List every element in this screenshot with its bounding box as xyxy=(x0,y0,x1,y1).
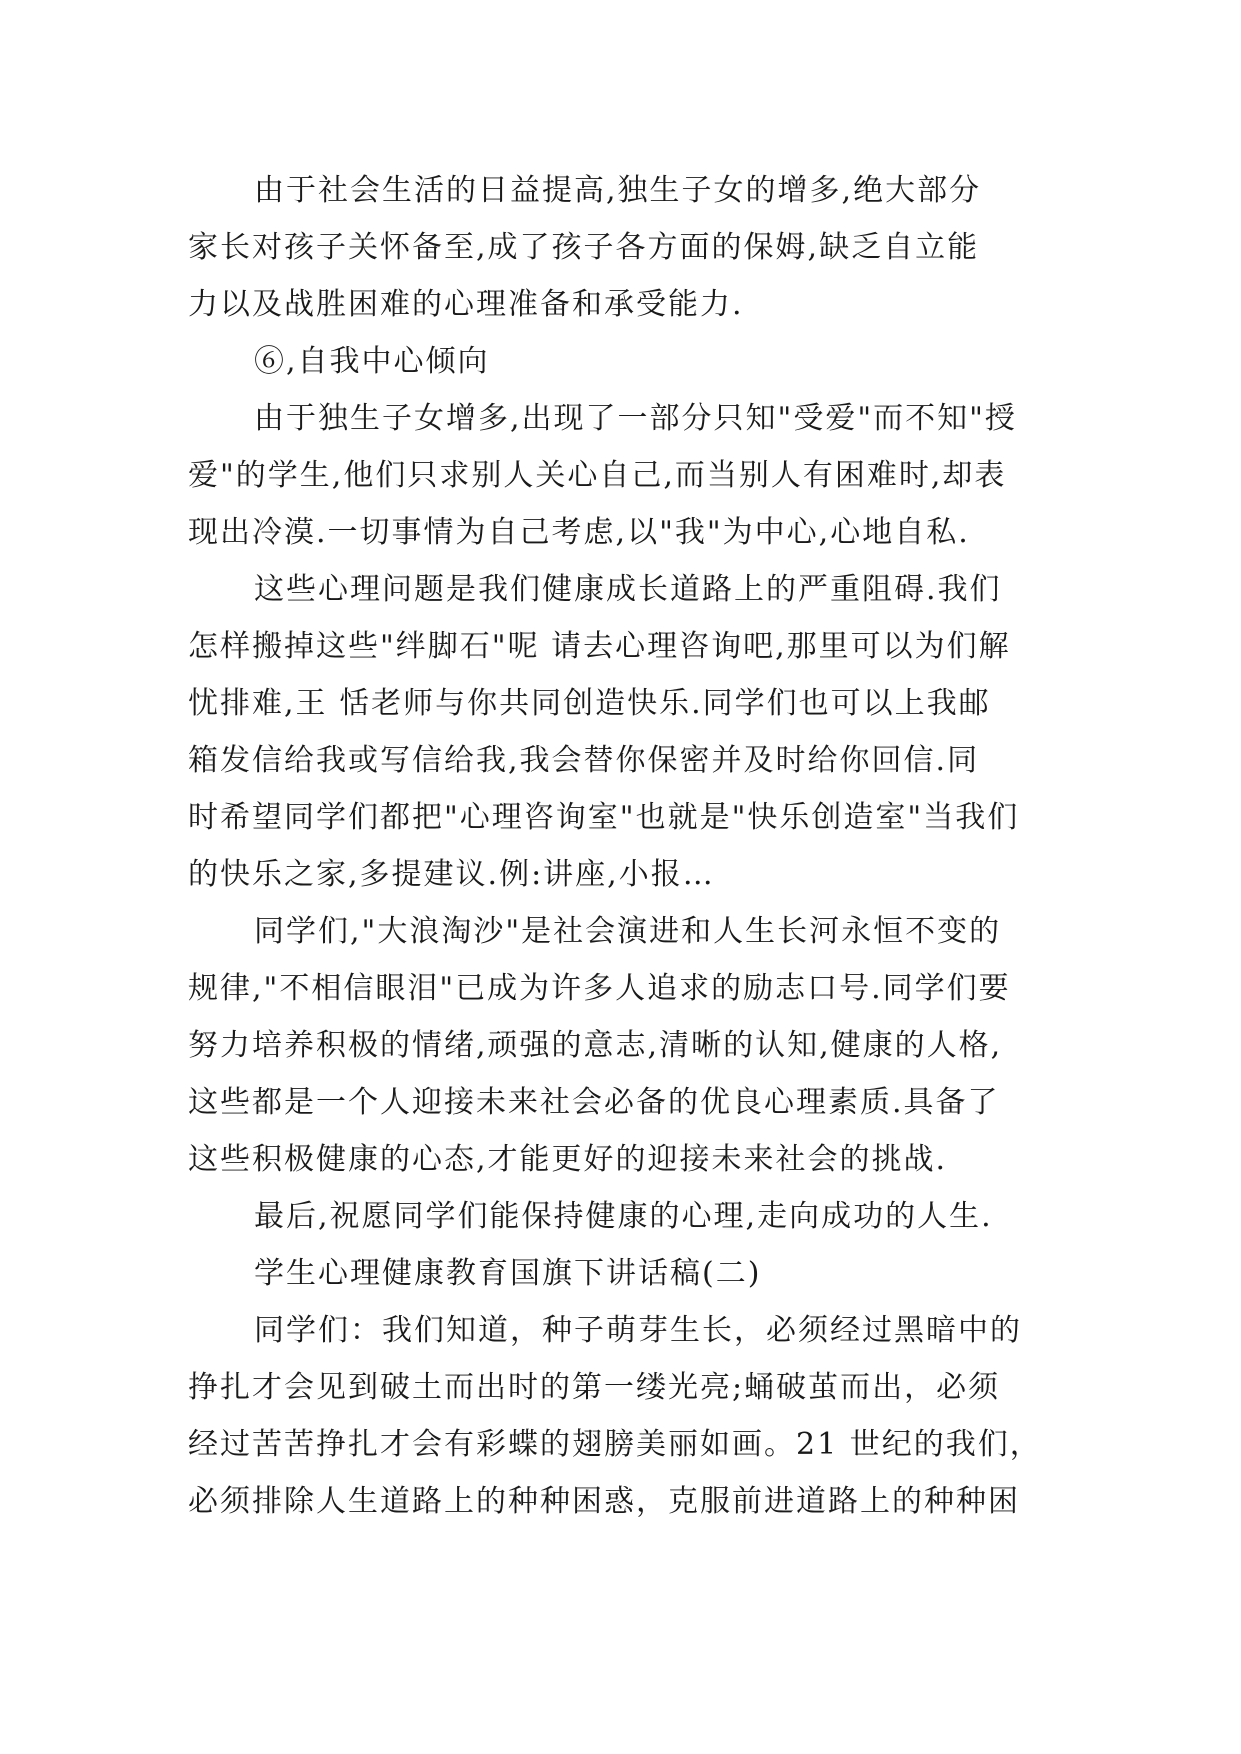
text-line: 最后,祝愿同学们能保持健康的心理,走向成功的人生. xyxy=(254,1199,993,1234)
text-line: 家长对孩子关怀备至,成了孩子各方面的保姆,缺乏自立能 xyxy=(188,230,980,265)
text-line: 必须排除人生道路上的种种困惑，克服前进道路上的种种困 xyxy=(188,1484,1020,1519)
text-line: 箱发信给我或写信给我,我会替你保密并及时给你回信.同 xyxy=(188,743,980,778)
text-line: 这些心理问题是我们健康成长道路上的严重阻碍.我们 xyxy=(254,572,1002,607)
text-line: 现出冷漠.一切事情为自己考虑,以"我"为中心,心地自私. xyxy=(188,515,970,550)
section-title: 学生心理健康教育国旗下讲话稿(二) xyxy=(254,1256,762,1291)
text-line: 的快乐之家,多提建议.例:讲座,小报… xyxy=(188,857,715,892)
text-line: 由于社会生活的日益提高,独生子女的增多,绝大部分 xyxy=(254,173,982,208)
text-line: 经过苦苦挣扎才会有彩蝶的翅膀美丽如画。21 世纪的我们， xyxy=(188,1427,1042,1462)
section-heading: ⑥,自我中心倾向 xyxy=(254,344,490,379)
text-line: 由于独生子女增多,出现了一部分只知"受爱"而不知"授 xyxy=(254,401,1017,436)
text-line: 同学们,"大浪淘沙"是社会演进和人生长河永恒不变的 xyxy=(254,914,1002,949)
text-line: 时希望同学们都把"心理咨询室"也就是"快乐创造室"当我们 xyxy=(188,800,1020,835)
text-line: 忧排难,王 恬老师与你共同创造快乐.同学们也可以上我邮 xyxy=(188,686,991,721)
text-line: 这些都是一个人迎接未来社会必备的优良心理素质.具备了 xyxy=(188,1085,1000,1120)
text-line: 挣扎才会见到破土而出时的第一缕光亮;蛹破茧而出，必须 xyxy=(188,1370,1001,1405)
text-line: 同学们：我们知道，种子萌芽生长，必须经过黑暗中的 xyxy=(254,1313,1022,1348)
document-body xyxy=(188,162,1054,1530)
text-line: 怎样搬掉这些"绊脚石"呢 请去心理咨询吧,那里可以为们解 xyxy=(188,629,1011,664)
text-line: 规律,"不相信眼泪"已成为许多人追求的励志口号.同学们要 xyxy=(188,971,1011,1006)
text-line: 力以及战胜困难的心理准备和承受能力. xyxy=(188,287,744,322)
text-line: 爱"的学生,他们只求别人关心自己,而当别人有困难时,却表 xyxy=(188,458,1007,493)
text-line: 努力培养积极的情绪,顽强的意志,清晰的认知,健康的人格, xyxy=(188,1028,1003,1063)
text-line: 这些积极健康的心态,才能更好的迎接未来社会的挑战. xyxy=(188,1142,948,1177)
